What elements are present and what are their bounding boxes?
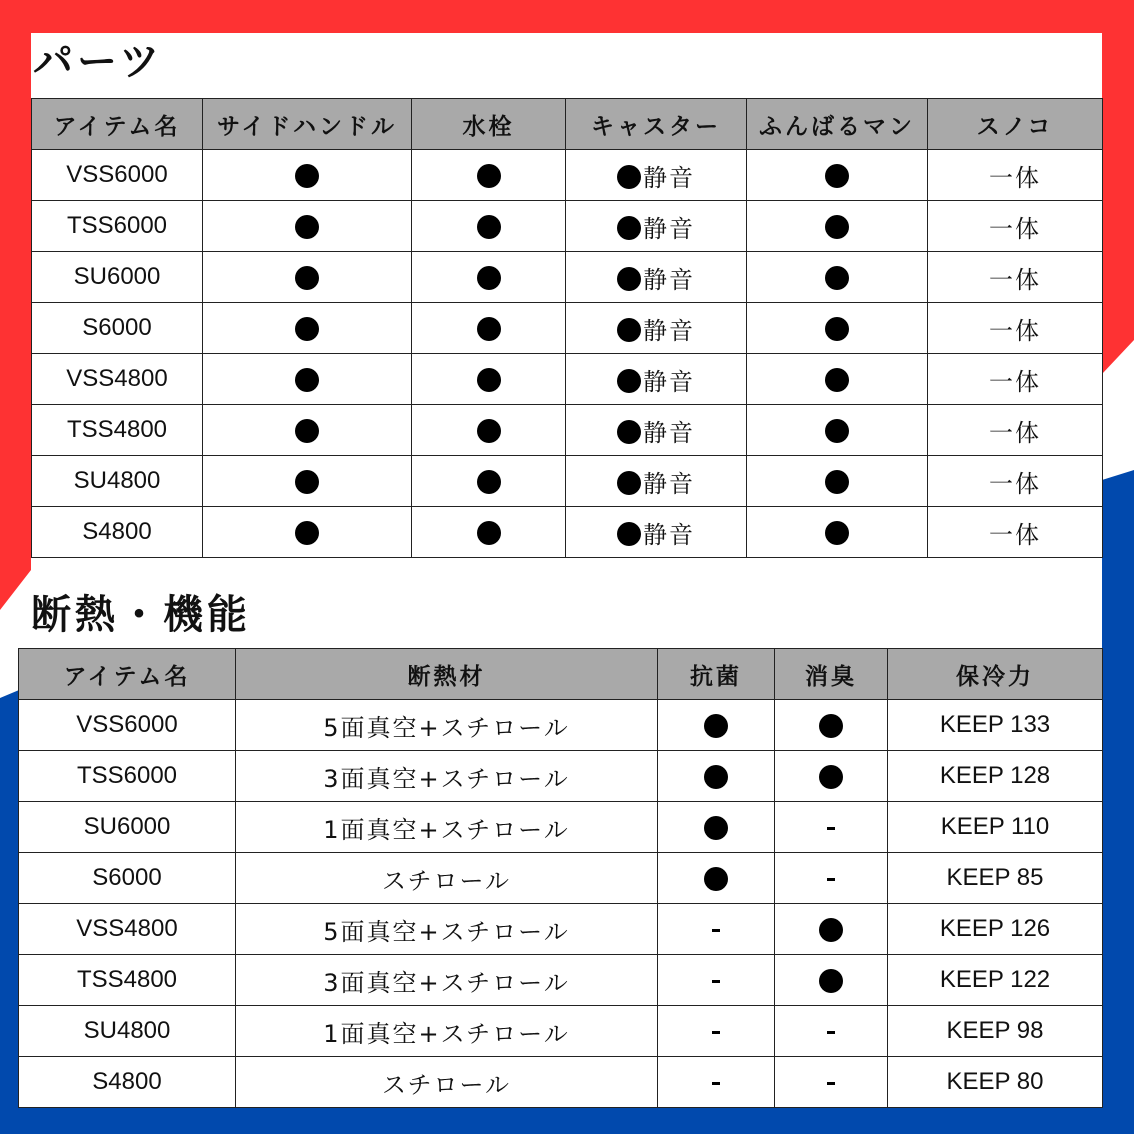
model-cell: VSS6000	[32, 150, 203, 201]
funbaru-man-filled-circle-icon	[825, 368, 849, 392]
table-row	[19, 751, 1103, 802]
sunoko-cell: 一体	[928, 150, 1103, 201]
faucet-cell	[412, 150, 566, 201]
side-handle-cell	[203, 456, 412, 507]
funbaru-man-filled-circle-icon	[825, 215, 849, 239]
faucet-filled-circle-icon	[477, 419, 501, 443]
sunoko-cell: 一体	[928, 201, 1103, 252]
funbaru-man-cell	[747, 354, 928, 405]
antibacterial-filled-circle-icon	[704, 816, 728, 840]
table-row	[32, 456, 1103, 507]
table-row	[32, 303, 1103, 354]
faucet-cell	[412, 201, 566, 252]
model-cell: S6000	[32, 303, 203, 354]
side-handle-cell	[203, 252, 412, 303]
faucet-cell	[412, 405, 566, 456]
faucet-filled-circle-icon	[477, 368, 501, 392]
side-handle-cell	[203, 354, 412, 405]
table-row	[32, 252, 1103, 303]
model-cell: VSS6000	[19, 700, 236, 751]
funbaru-man-filled-circle-icon	[825, 521, 849, 545]
funbaru-man-cell	[747, 507, 928, 558]
deodorant-filled-circle-icon	[819, 918, 843, 942]
caster-filled-circle-icon	[617, 165, 641, 189]
faucet-filled-circle-icon	[477, 470, 501, 494]
caster-filled-circle-icon	[617, 522, 641, 546]
antibacterial-dash-icon	[712, 980, 720, 983]
deodorant-cell	[775, 1057, 888, 1108]
faucet-cell	[412, 456, 566, 507]
funbaru-man-cell	[747, 150, 928, 201]
side-handle-filled-circle-icon	[295, 266, 319, 290]
funbaru-man-filled-circle-icon	[825, 419, 849, 443]
deodorant-dash-icon	[827, 1082, 835, 1085]
funbaru-man-cell	[747, 456, 928, 507]
faucet-filled-circle-icon	[477, 521, 501, 545]
antibacterial-dash-icon	[712, 1031, 720, 1034]
cold-retention-cell: KEEP 133	[888, 700, 1103, 751]
side-handle-cell	[203, 405, 412, 456]
antibacterial-cell	[658, 853, 775, 904]
sunoko-cell: 一体	[928, 405, 1103, 456]
table-row	[19, 904, 1103, 955]
model-cell: S4800	[19, 1057, 236, 1108]
insulation-header-row	[19, 649, 1103, 700]
caster-value: 静音	[643, 214, 695, 243]
side-handle-filled-circle-icon	[295, 470, 319, 494]
sunoko-cell: 一体	[928, 303, 1103, 354]
faucet-cell	[412, 507, 566, 558]
insulation-material-cell: スチロール	[236, 853, 658, 904]
antibacterial-cell	[658, 751, 775, 802]
cold-retention-cell: KEEP 110	[888, 802, 1103, 853]
col-header-cold-retention: 保冷力	[888, 649, 1103, 700]
caster-filled-circle-icon	[617, 318, 641, 342]
model-cell: SU6000	[32, 252, 203, 303]
caster-filled-circle-icon	[617, 216, 641, 240]
caster-filled-circle-icon	[617, 369, 641, 393]
model-cell: TSS4800	[32, 405, 203, 456]
antibacterial-filled-circle-icon	[704, 765, 728, 789]
table-row	[19, 1006, 1103, 1057]
deodorant-cell	[775, 1006, 888, 1057]
side-handle-cell	[203, 150, 412, 201]
caster-value: 静音	[643, 265, 695, 294]
deodorant-cell	[775, 955, 888, 1006]
parts-section-title: パーツ	[33, 39, 164, 85]
funbaru-man-filled-circle-icon	[825, 164, 849, 188]
table-row	[32, 201, 1103, 252]
antibacterial-cell	[658, 955, 775, 1006]
caster-filled-circle-icon	[617, 267, 641, 291]
col-header-deodorant: 消臭	[775, 649, 888, 700]
faucet-filled-circle-icon	[477, 266, 501, 290]
insulation-section-title: 断熱・機能	[31, 592, 251, 638]
col-header-side-handle: サイドハンドル	[203, 99, 412, 150]
funbaru-man-cell	[747, 405, 928, 456]
cold-retention-cell: KEEP 85	[888, 853, 1103, 904]
model-cell: SU4800	[32, 456, 203, 507]
deodorant-cell	[775, 802, 888, 853]
insulation-table	[18, 648, 1103, 1108]
antibacterial-filled-circle-icon	[704, 867, 728, 891]
col-header-antibacterial: 抗菌	[658, 649, 775, 700]
deodorant-dash-icon	[827, 827, 835, 830]
sunoko-cell: 一体	[928, 252, 1103, 303]
col-header-sunoko: スノコ	[928, 99, 1103, 150]
col-header-funbaru-man: ふんばるマン	[747, 99, 928, 150]
caster-filled-circle-icon	[617, 420, 641, 444]
side-handle-filled-circle-icon	[295, 521, 319, 545]
antibacterial-cell	[658, 700, 775, 751]
antibacterial-dash-icon	[712, 1082, 720, 1085]
caster-value: 静音	[643, 469, 695, 498]
insulation-material-cell: 1面真空+スチロール	[236, 1006, 658, 1057]
funbaru-man-filled-circle-icon	[825, 317, 849, 341]
deodorant-cell	[775, 853, 888, 904]
col-header-item-name: アイテム名	[32, 99, 203, 150]
model-cell: S6000	[19, 853, 236, 904]
deodorant-dash-icon	[827, 878, 835, 881]
model-cell: VSS4800	[19, 904, 236, 955]
sunoko-cell: 一体	[928, 456, 1103, 507]
model-cell: TSS6000	[32, 201, 203, 252]
faucet-filled-circle-icon	[477, 164, 501, 188]
table-row	[32, 507, 1103, 558]
caster-filled-circle-icon	[617, 471, 641, 495]
model-cell: TSS4800	[19, 955, 236, 1006]
cold-retention-cell: KEEP 128	[888, 751, 1103, 802]
model-cell: TSS6000	[19, 751, 236, 802]
caster-value: 静音	[643, 367, 695, 396]
table-row	[32, 150, 1103, 201]
antibacterial-cell	[658, 904, 775, 955]
model-cell: VSS4800	[32, 354, 203, 405]
deodorant-filled-circle-icon	[819, 765, 843, 789]
funbaru-man-cell	[747, 252, 928, 303]
antibacterial-filled-circle-icon	[704, 714, 728, 738]
caster-cell	[566, 303, 747, 354]
cold-retention-cell: KEEP 80	[888, 1057, 1103, 1108]
model-cell: SU6000	[19, 802, 236, 853]
deodorant-filled-circle-icon	[819, 714, 843, 738]
insulation-material-cell: 5面真空+スチロール	[236, 700, 658, 751]
parts-table-body	[32, 150, 1103, 558]
insulation-material-cell: 1面真空+スチロール	[236, 802, 658, 853]
deodorant-filled-circle-icon	[819, 969, 843, 993]
faucet-filled-circle-icon	[477, 317, 501, 341]
faucet-cell	[412, 252, 566, 303]
side-handle-cell	[203, 201, 412, 252]
col-header-item-name: アイテム名	[19, 649, 236, 700]
model-cell: SU4800	[19, 1006, 236, 1057]
faucet-cell	[412, 303, 566, 354]
antibacterial-cell	[658, 1006, 775, 1057]
caster-cell	[566, 456, 747, 507]
faucet-cell	[412, 354, 566, 405]
funbaru-man-filled-circle-icon	[825, 266, 849, 290]
table-row	[32, 405, 1103, 456]
sunoko-cell: 一体	[928, 507, 1103, 558]
table-row	[19, 955, 1103, 1006]
caster-value: 静音	[643, 418, 695, 447]
parts-header-row	[32, 99, 1103, 150]
side-handle-filled-circle-icon	[295, 419, 319, 443]
deodorant-cell	[775, 700, 888, 751]
table-row	[19, 853, 1103, 904]
caster-cell	[566, 405, 747, 456]
deodorant-dash-icon	[827, 1031, 835, 1034]
caster-cell	[566, 201, 747, 252]
deodorant-cell	[775, 751, 888, 802]
caster-cell	[566, 150, 747, 201]
model-cell: S4800	[32, 507, 203, 558]
caster-value: 静音	[643, 163, 695, 192]
insulation-material-cell: スチロール	[236, 1057, 658, 1108]
funbaru-man-filled-circle-icon	[825, 470, 849, 494]
table-row	[19, 802, 1103, 853]
cold-retention-cell: KEEP 126	[888, 904, 1103, 955]
cold-retention-cell: KEEP 122	[888, 955, 1103, 1006]
side-handle-cell	[203, 507, 412, 558]
col-header-insulation-material: 断熱材	[236, 649, 658, 700]
sunoko-cell: 一体	[928, 354, 1103, 405]
side-handle-filled-circle-icon	[295, 164, 319, 188]
antibacterial-dash-icon	[712, 929, 720, 932]
caster-cell	[566, 507, 747, 558]
faucet-filled-circle-icon	[477, 215, 501, 239]
side-handle-cell	[203, 303, 412, 354]
funbaru-man-cell	[747, 201, 928, 252]
table-row	[32, 354, 1103, 405]
antibacterial-cell	[658, 802, 775, 853]
caster-cell	[566, 252, 747, 303]
side-handle-filled-circle-icon	[295, 215, 319, 239]
deodorant-cell	[775, 904, 888, 955]
side-handle-filled-circle-icon	[295, 317, 319, 341]
insulation-material-cell: 5面真空+スチロール	[236, 904, 658, 955]
cold-retention-cell: KEEP 98	[888, 1006, 1103, 1057]
funbaru-man-cell	[747, 303, 928, 354]
side-handle-filled-circle-icon	[295, 368, 319, 392]
insulation-material-cell: 3面真空+スチロール	[236, 751, 658, 802]
insulation-material-cell: 3面真空+スチロール	[236, 955, 658, 1006]
parts-table	[31, 98, 1103, 558]
caster-cell	[566, 354, 747, 405]
table-row	[19, 700, 1103, 751]
col-header-faucet: 水栓	[412, 99, 566, 150]
antibacterial-cell	[658, 1057, 775, 1108]
insulation-table-body	[19, 700, 1103, 1108]
col-header-caster: キャスター	[566, 99, 747, 150]
table-row	[19, 1057, 1103, 1108]
caster-value: 静音	[643, 316, 695, 345]
caster-value: 静音	[643, 520, 695, 549]
